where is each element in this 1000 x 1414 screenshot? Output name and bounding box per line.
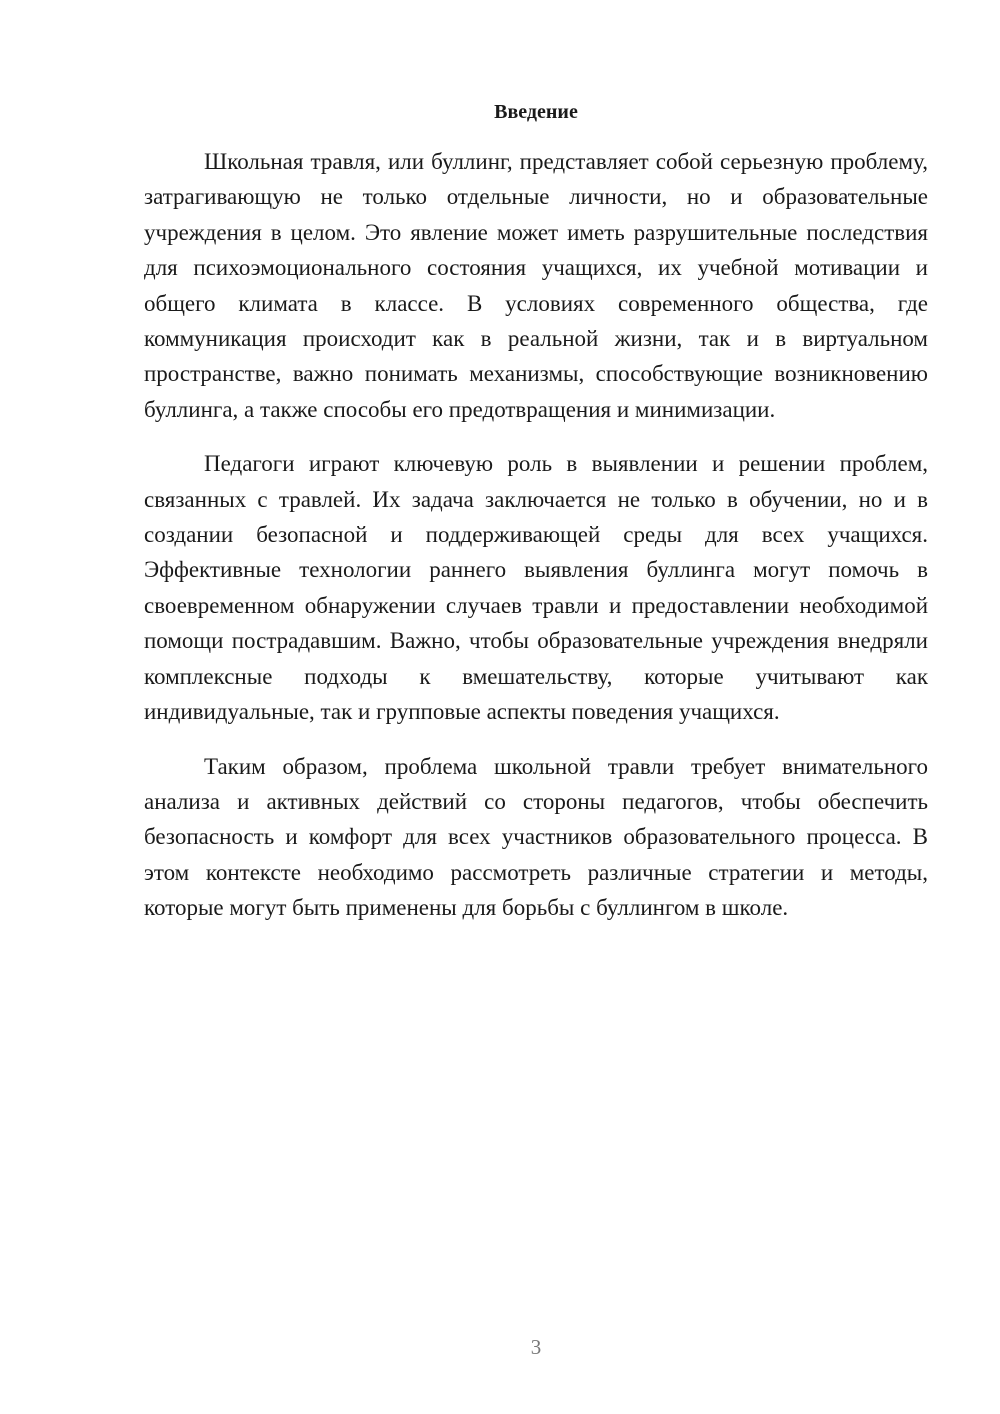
page-number: 3 [530,1335,542,1359]
paragraph-2: Педагоги играют ключевую роль в выявлении и решении проблем, связанных с травлей. Их задача заключается не только в обучении, но и в создании безопасной и поддерживающей среды для всех учащихся. Эффективные технологии раннего выявления буллинга могут помочь в своевременном обнаружении случаев травли и предоставлении необходимой помощи пострадавшим. Важно, чтобы образовательные учреждения внедряли комплексные подходы к вмешательству, которые учитывают как индивидуальные, так и групповые аспекты поведения учащихся. [144,451,928,725]
paragraph-3: Таким образом, проблема школьной травли требует внимательного анализа и активных действий со стороны педагогов, чтобы обеспечить безопасность и комфорт для всех участников образовательного процесса. В этом контексте необходимо рассмотреть различные стратегии и методы, которые могут быть применены для борьбы с буллингом в школе. [144,753,928,921]
page-title: Введение [494,101,578,123]
document-body [144,144,928,945]
paragraph-1: Школьная травля, или буллинг, представляет собой серьезную проблему, затрагивающую не только отдельные личности, но и образовательные учреждения в целом. Это явление может иметь разрушительные последствия для психоэмоционального состояния учащихся, их учебной мотивации и общего климата в классе. В условиях современного общества, где коммуникация происходит как в реальной жизни, так и в виртуальном пространстве, важно понимать механизмы, способствующие возникновению буллинга, а также способы его предотвращения и минимизации. [144,149,928,422]
